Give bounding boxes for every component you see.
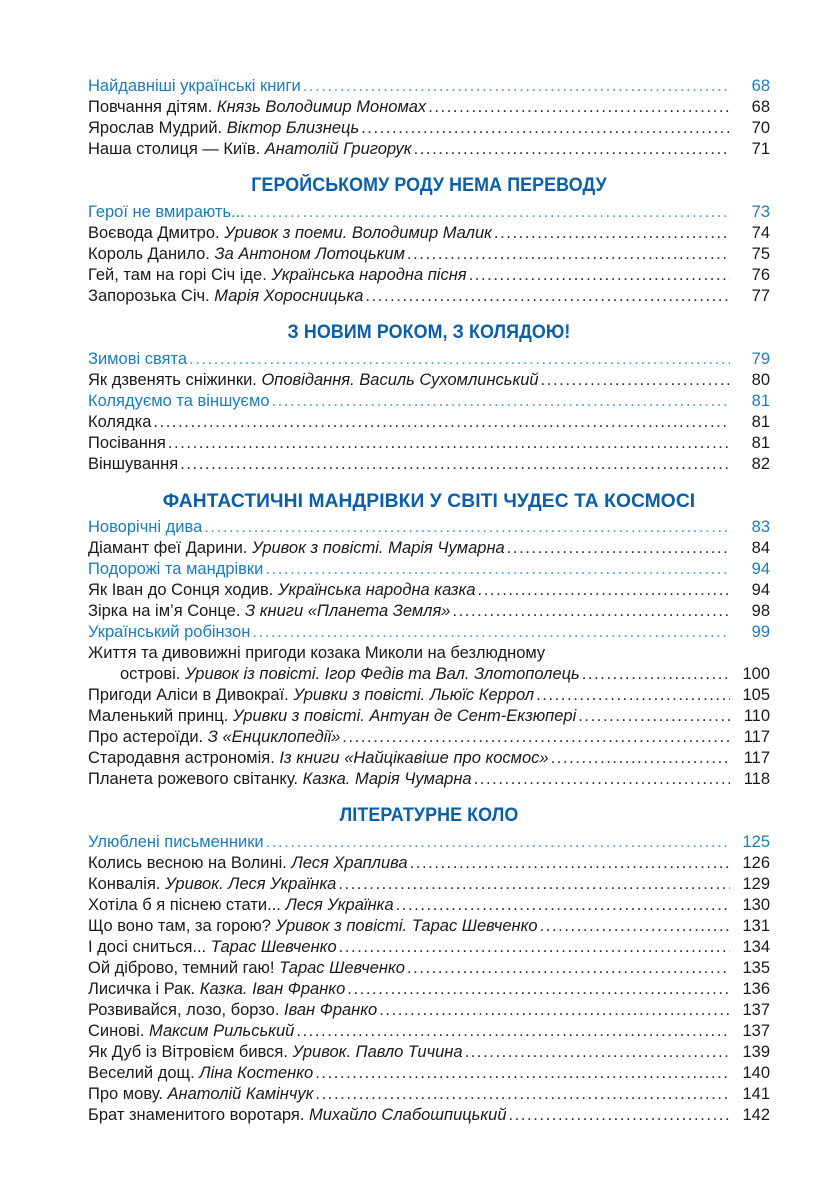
dot-leader (377, 1000, 730, 1021)
page-number: 94 (751, 560, 770, 578)
toc-entry[interactable] (88, 979, 770, 1000)
entry-title: Пригоди Аліси в Дивокраї. (88, 686, 294, 704)
entry-text (88, 391, 270, 412)
entry-title: Улюблені письменники (88, 833, 264, 851)
entry-attribution: Князь Володимир Мономах (216, 98, 427, 116)
dot-leader (336, 874, 730, 895)
dot-leader (394, 895, 730, 916)
entry-text (88, 202, 245, 223)
dot-leader (405, 244, 730, 265)
dot-leader (264, 832, 730, 853)
page-number: 129 (742, 875, 770, 893)
dot-leader (539, 370, 730, 391)
entry-title: Воєвода Дмитро. (88, 224, 225, 242)
entry-attribution: Леся Храплива (291, 854, 408, 872)
dot-leader (178, 454, 730, 475)
entry-attribution: Анатолій Григорук (264, 140, 412, 158)
page-number: 94 (751, 581, 770, 599)
entry-title: Наша столиця — Київ. (88, 140, 265, 158)
toc-entry[interactable] (88, 538, 770, 559)
entry-title: Про мову. (88, 1085, 168, 1103)
page-number: 142 (742, 1106, 770, 1124)
entry-attribution: Леся Українка (285, 896, 394, 914)
entry-title: Зірка на ім’я Сонце. (88, 602, 246, 620)
entry-attribution: Віктор Близнець (226, 119, 360, 137)
page-number: 68 (751, 77, 770, 95)
page-number: 105 (742, 686, 770, 704)
toc-subsection-entry[interactable] (88, 391, 770, 412)
dot-leader (463, 1042, 730, 1063)
entry-attribution: Михайло Слабошпицький (309, 1106, 507, 1124)
toc-entry[interactable] (88, 916, 770, 937)
toc-entry[interactable] (88, 265, 770, 286)
section-heading: ГЕРОЙСЬКОМУ РОДУ НЕМА ПЕРЕВОДУ (251, 175, 607, 196)
page-number: 79 (751, 350, 770, 368)
page-number: 110 (743, 707, 770, 725)
page-number: 68 (751, 98, 770, 116)
entry-attribution: Уривок із повісті. Ігор Федів та Вал. Злотополець (184, 665, 580, 683)
entry-title: Лисичка і Рак. (88, 980, 200, 998)
page-number: 137 (742, 1022, 770, 1040)
entry-title: Синові. (88, 1022, 150, 1040)
entry-attribution: Уривок з повісті. Марія Чумарна (251, 539, 505, 557)
dot-leader (580, 664, 730, 685)
dot-leader (313, 1063, 730, 1084)
dot-leader (505, 538, 730, 559)
entry-text (88, 1042, 463, 1063)
entry-title: Ярослав Мудрий. (88, 119, 227, 137)
entry-text (88, 1000, 377, 1021)
entry-text (88, 559, 263, 580)
toc-subsection-entry[interactable] (88, 622, 770, 643)
toc-entry[interactable] (88, 1105, 770, 1126)
page-number: 140 (742, 1064, 770, 1082)
entry-title: Ой діброво, темний гаю! (88, 959, 280, 977)
dot-leader (476, 580, 730, 601)
page-number: 126 (742, 854, 770, 872)
toc-entry[interactable] (88, 223, 770, 244)
entry-title: Як дзвенять сніжинки. (88, 371, 262, 389)
entry-attribution: Іван Франко (284, 1001, 378, 1019)
entry-text (88, 517, 202, 538)
page-number: 137 (742, 1001, 770, 1019)
dot-leader (412, 139, 730, 160)
entry-title: Колядка (88, 413, 152, 431)
toc-entry[interactable] (88, 139, 770, 160)
entry-attribution: Із книги «Найцікавіше про космос» (279, 749, 549, 767)
entry-title: Запорозька Січ. (88, 287, 215, 305)
toc-entry[interactable] (88, 895, 770, 916)
entry-text (88, 622, 250, 643)
dot-leader (187, 349, 730, 370)
page-number: 139 (742, 1043, 770, 1061)
entry-title: Король Данило. (88, 245, 215, 263)
toc-entry[interactable] (88, 580, 770, 601)
dot-leader (426, 97, 730, 118)
entry-title: Український робінзон (88, 623, 251, 641)
dot-leader (492, 223, 730, 244)
toc-entry[interactable] (88, 1063, 770, 1084)
entry-attribution: З книги «Планета Земля» (245, 602, 451, 620)
entry-title: Розвивайся, лозо, борзо. (88, 1001, 285, 1019)
dot-leader (534, 685, 730, 706)
entry-title: І досі сниться... (88, 938, 211, 956)
page-number: 131 (742, 917, 770, 935)
toc-entry[interactable] (88, 244, 770, 265)
dot-leader (549, 748, 730, 769)
dot-leader (263, 559, 730, 580)
page-number: 70 (751, 119, 770, 137)
entry-text (88, 223, 492, 244)
dot-leader (313, 1084, 730, 1105)
entry-text (88, 580, 476, 601)
toc-entry[interactable] (88, 370, 770, 391)
entry-text (88, 454, 178, 475)
entry-attribution: Уривок з поеми. Володимир Малик (224, 224, 492, 242)
entry-text (88, 685, 534, 706)
toc-entry[interactable] (88, 118, 770, 139)
page-number: 100 (742, 665, 770, 683)
toc-entry[interactable] (88, 958, 770, 979)
dot-leader (166, 433, 730, 454)
dot-leader (472, 769, 730, 790)
entry-text (88, 1021, 294, 1042)
section-heading: ЛІТЕРАТУРНЕ КОЛО (339, 805, 519, 826)
entry-title: Маленький принц. (88, 707, 233, 725)
page-number: 130 (742, 896, 770, 914)
toc-entry[interactable] (88, 685, 770, 706)
entry-title: Колись весною на Волині. (88, 854, 292, 872)
page-number: 118 (743, 770, 770, 788)
entry-attribution: Тарас Шевченко (210, 938, 337, 956)
page-number: 84 (751, 539, 770, 557)
toc-entry[interactable] (88, 601, 770, 622)
entry-text (88, 76, 301, 97)
entry-text (88, 874, 336, 895)
entry-title: Колядуємо та віншуємо (88, 392, 270, 410)
page-number: 117 (743, 749, 770, 767)
entry-attribution: Казка. Марія Чумарна (302, 770, 472, 788)
entry-title: Стародавня астрономія. (88, 749, 280, 767)
dot-leader (408, 853, 730, 874)
section-heading: ФАНТАСТИЧНІ МАНДРІВКИ У СВІТІ ЧУДЕС ТА КОСМОСІ (162, 490, 696, 512)
entry-text (88, 97, 426, 118)
entry-text (88, 979, 345, 1000)
entry-title: Посівання (88, 434, 166, 452)
entry-text (88, 853, 408, 874)
toc-entry[interactable] (88, 769, 770, 790)
entry-text (88, 706, 576, 727)
entry-text (88, 769, 472, 790)
entry-text (88, 1105, 507, 1126)
entry-text (88, 286, 363, 307)
toc-entry[interactable] (88, 286, 770, 307)
toc-entry[interactable] (88, 727, 770, 748)
dot-leader (151, 412, 730, 433)
entry-text (88, 412, 151, 433)
dot-leader (359, 118, 730, 139)
entry-attribution: Казка. Іван Франко (199, 980, 346, 998)
toc-subsection-entry[interactable] (88, 349, 770, 370)
entry-text (88, 895, 394, 916)
entry-text-line-1: Життя та дивовижні пригоди козака Миколи на безлюдному (88, 644, 546, 662)
dot-leader (245, 202, 730, 223)
page-number: 82 (751, 455, 770, 473)
entry-text (88, 265, 467, 286)
dot-leader (450, 601, 730, 622)
entry-text (88, 1084, 313, 1105)
entry-attribution: Уривки з повісті. Льюїс Керрол (293, 686, 535, 704)
page-number: 81 (751, 434, 770, 452)
page-number: 125 (742, 833, 770, 851)
page-number: 74 (751, 224, 770, 242)
toc-entry[interactable] (88, 454, 770, 475)
entry-attribution: Уривки з повісті. Антуан де Сент-Екзюпері (232, 707, 577, 725)
toc-entry[interactable] (88, 643, 770, 685)
page-number: 73 (751, 203, 770, 221)
page-number: 136 (742, 980, 770, 998)
entry-text (88, 958, 405, 979)
dot-leader (270, 391, 731, 412)
toc-subsection-entry[interactable] (88, 76, 770, 97)
entry-attribution: Анатолій Камінчук (167, 1085, 314, 1103)
entry-text (88, 538, 505, 559)
toc-subsection-entry[interactable] (88, 517, 770, 538)
dot-leader (301, 76, 730, 97)
entry-text (88, 244, 405, 265)
dot-leader (337, 937, 730, 958)
dot-leader (202, 517, 730, 538)
page-number: 81 (751, 413, 770, 431)
page-number: 77 (751, 287, 770, 305)
entry-title: Що воно там, за горою? (88, 917, 276, 935)
entry-title: острові. (120, 665, 185, 683)
entry-title: Планета рожевого світанку. (88, 770, 303, 788)
dot-leader (250, 622, 730, 643)
dot-leader (576, 706, 730, 727)
toc-entry[interactable] (88, 433, 770, 454)
page-number: 135 (742, 959, 770, 977)
page-number: 76 (751, 266, 770, 284)
entry-attribution: Максим Рильський (149, 1022, 295, 1040)
toc-entry[interactable] (88, 412, 770, 433)
entry-title: Брат знаменитого воротаря. (88, 1106, 310, 1124)
toc-subsection-entry[interactable] (88, 202, 770, 223)
entry-text (88, 1063, 313, 1084)
dot-leader (405, 958, 730, 979)
entry-title: Діамант феї Дарини. (88, 539, 252, 557)
toc-entry[interactable] (88, 874, 770, 895)
entry-text (88, 748, 549, 769)
toc-entry[interactable] (88, 1000, 770, 1021)
entry-title: Про астероїди. (88, 728, 208, 746)
entry-attribution: Марія Хоросницька (214, 287, 364, 305)
page-number: 117 (743, 728, 770, 746)
entry-attribution: Ліна Костенко (199, 1064, 314, 1082)
page-number: 80 (751, 371, 770, 389)
entry-text (88, 433, 166, 454)
entry-attribution: Тарас Шевченко (279, 959, 405, 977)
entry-title: Герої не вмирають... (88, 203, 245, 221)
page-number: 99 (751, 623, 770, 641)
entry-title: Гей, там на горі Січ іде. (88, 266, 272, 284)
entry-title: Віншування (88, 455, 179, 473)
page-number: 98 (751, 602, 770, 620)
toc-entry[interactable] (88, 1042, 770, 1063)
dot-leader (467, 265, 730, 286)
page-number: 81 (751, 392, 770, 410)
dot-leader (340, 727, 730, 748)
toc-entry[interactable] (88, 853, 770, 874)
toc-entry[interactable] (88, 748, 770, 769)
entry-text (88, 139, 412, 160)
entry-attribution: Уривок з повісті. Тарас Шевченко (275, 917, 538, 935)
entry-attribution: Оповідання. Василь Сухомлинський (261, 371, 539, 389)
toc-subsection-entry[interactable] (88, 832, 770, 853)
dot-leader (363, 286, 730, 307)
entry-title: Найдавніші українські книги (88, 77, 301, 95)
toc-entry[interactable] (88, 97, 770, 118)
entry-title: Як Дуб із Вітровієм бився. (88, 1043, 293, 1061)
page-number: 75 (751, 245, 770, 263)
section-heading: З НОВИМ РОКОМ, З КОЛЯДОЮ! (287, 322, 571, 343)
entry-attribution: Уривок. Леся Українка (165, 875, 337, 893)
entry-title: Повчання дітям. (88, 98, 217, 116)
page-number: 134 (742, 938, 770, 956)
entry-text (88, 916, 538, 937)
entry-text (88, 118, 359, 139)
entry-text (88, 937, 337, 958)
entry-attribution: За Антоном Лотоцьким (214, 245, 405, 263)
entry-title: Веселий дощ. (88, 1064, 200, 1082)
entry-title: Як Іван до Сонця ходив. (88, 581, 278, 599)
page-number: 83 (751, 518, 770, 536)
toc-entry[interactable] (88, 937, 770, 958)
entry-attribution: Уривок. Павло Тичина (292, 1043, 463, 1061)
page-number: 71 (751, 140, 770, 158)
toc-entry[interactable] (88, 1084, 770, 1105)
entry-title: Хотіла б я піснею стати... (88, 896, 286, 914)
entry-text (88, 832, 264, 853)
page-number: 141 (742, 1085, 770, 1103)
dot-leader (538, 916, 730, 937)
dot-leader (345, 979, 730, 1000)
entry-text-line-2 (88, 664, 770, 685)
entry-attribution: З «Енциклопедії» (207, 728, 341, 746)
entry-title: Подорожі та мандрівки (88, 560, 264, 578)
dot-leader (507, 1105, 731, 1126)
entry-title: Конвалія. (88, 875, 166, 893)
entry-title: Зимові свята (88, 350, 188, 368)
entry-text (88, 370, 539, 391)
entry-title: Новорічні дива (88, 518, 203, 536)
toc-entry[interactable] (88, 1021, 770, 1042)
entry-attribution: Українська народна казка (277, 581, 476, 599)
dot-leader (294, 1021, 730, 1042)
entry-text (88, 349, 187, 370)
entry-attribution: Українська народна пісня (271, 266, 467, 284)
toc-entry[interactable] (88, 706, 770, 727)
toc-subsection-entry[interactable] (88, 559, 770, 580)
entry-text (88, 601, 450, 622)
entry-text (88, 727, 340, 748)
entry-text (120, 664, 580, 685)
